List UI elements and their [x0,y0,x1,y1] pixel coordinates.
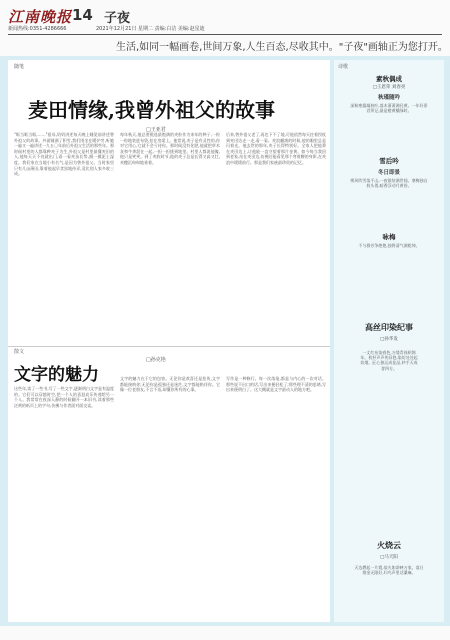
poem-title: 咏梅 [382,233,396,241]
poem-block [334,74,444,113]
poetry-sidebar [334,60,444,622]
article-body-column: 这些年,读了一些书,写了一些文字,逐渐明白文字是有温度的。它们可以穿越时空,把一个人的喜怒哀乐传递给另一个人。我常常在夜深人静的时候翻开一本旧书,读着那些泛黄的纸页上的字句,仿佛与作者面对面交谈。 [14,386,114,408]
poem-subtitle: 秋瑾随吟 [377,95,400,101]
last-poem-author: □马天阳 [380,555,398,560]
header-rule [8,34,442,35]
article-title-main: 麦田情缘,我曾外祖父的故事 [28,98,275,122]
poem-body: 不与群芳争绝艳,独将清气满乾坤。 [358,243,420,248]
masthead-logo: 江南晚报 [8,8,73,26]
article-tag-prose: 散文 [14,349,25,355]
page-number: 14 [72,6,93,24]
article-title-second: 文字的魅力 [14,365,99,385]
article-body-column: 写作是一种修行。每一次落笔,都是与内心的一次对话。那些说不出口的话,写出来便轻松了;那些理不清的思绪,写出来便明白了。这大概就是文字最动人的地方吧。 [226,376,326,393]
last-poem-title: 火烧云 [377,541,401,550]
article-body-column: "哐当哐当哐,……"祖母,奶奶讲述每天晚上睡觉前讲述曾外祖父的故事。外面铺满了积雪,我们围坐在暖炉旁,听她一遍又一遍讲述一九五〇年前后外祖父生活的那些年。那时候村里的人都靠种麦子为生,外祖父是村里最懂麦田的人,他每天天不亮就出门,看一看麦苗长势,摸一摸泥土湿度。我们家在当地小有名气,是因为曾外祖父。当时家里只有几亩薄田,靠着他起早贪黑地侍弄,竟比别人家多收三成。 [14,132,114,177]
poem-subtitle: 冬日即景 [377,170,400,176]
poem-title: 雪后吟 [379,157,399,165]
poem-body: 深秋寒露凝枝叶,落木萧萧满径黄。一年好景君须记,最是橙黄橘绿时。 [350,103,428,114]
article-tag-essay: 随笔 [14,64,25,70]
article-body-column: 每年秋天,他总要挑选最饱满的麦粒作为来年的种子,一粒一粒地装进布袋,挂在房梁上。他常说,麦子是有灵性的,你对它用心,它就不会亏待你。那时候没有化肥,他就把草木灰和牛粪混在一起,一担一担挑到地里。村里人都说他傻,他只是笑笑。到了麦收时节,他的麦子总是长得又高又壮,麦穗沉甸甸地垂着。 [120,132,220,165]
sidebar-tag: 诗歌 [338,64,349,70]
article-body-column: 后来,曾外祖父老了,再也下不了地,可他依然每天拄着拐杖到麦田边走一走,看一看。麦浪翻滚的时候,他的眼里总是闪着光。他去世的那年,麦子长得特别好。全家人把他葬在麦田边上,让他能一直守望着那片金黄。如今每当我回到老家,站在麦田边,仿佛还能看见那个弯着腰的身影,在麦浪中缓缓前行。那是我们家族最珍贵的记忆。 [226,132,326,165]
feature-body: 一丈红布染春色,万缕青丝织锦年。机杼声声传旧巷,染坊处处起炊烟。匠心独运成佳品,妙手天成誉四方。 [360,350,418,371]
poem-title: 素秋偶成 [376,75,402,83]
article-divider [8,346,330,347]
news-hotline: 新闻热线:0351-4286666 [8,26,67,32]
page-header [8,6,442,32]
article-body-column: 文字的魅力在于它的包容。无论你是欢喜还是悲伤,文字都能接纳你;无论你是孤独还是迷茫,文字都能陪伴你。它像一位老朋友,不言不语,却懂你所有的心事。 [120,376,220,393]
main-articles-panel [8,60,330,622]
poem-block [334,156,444,188]
feature-title: 高丝印染纪事 [365,323,413,332]
section-title: 子夜 [104,11,131,26]
dateline: 2021年12月21日 星期二 责编:白洁 美编:赵星迪 [96,26,205,32]
poem-body: 朔风吹雪落千山,一夜银装满世间。寒梅独自枝头俏,暗香浮动月黄昏。 [350,178,428,189]
article-author-second: □孙克艳 [146,357,166,363]
last-poem-body: 天边燃起一片霞,似火如荼映万家。落日熔金无限好,归鸟声里话桑麻。 [354,565,424,576]
feature-author: □孙华发 [380,337,398,342]
poem-author: □王恩荣 刘春亮 [372,85,406,90]
poem-block [334,232,444,248]
section-slogan: 生活,如同一幅画卷,世间万象,人生百态,尽收其中。"子夜"画轴正为您打开。 [116,42,448,53]
article-author-main: □王亚君 [146,127,166,133]
